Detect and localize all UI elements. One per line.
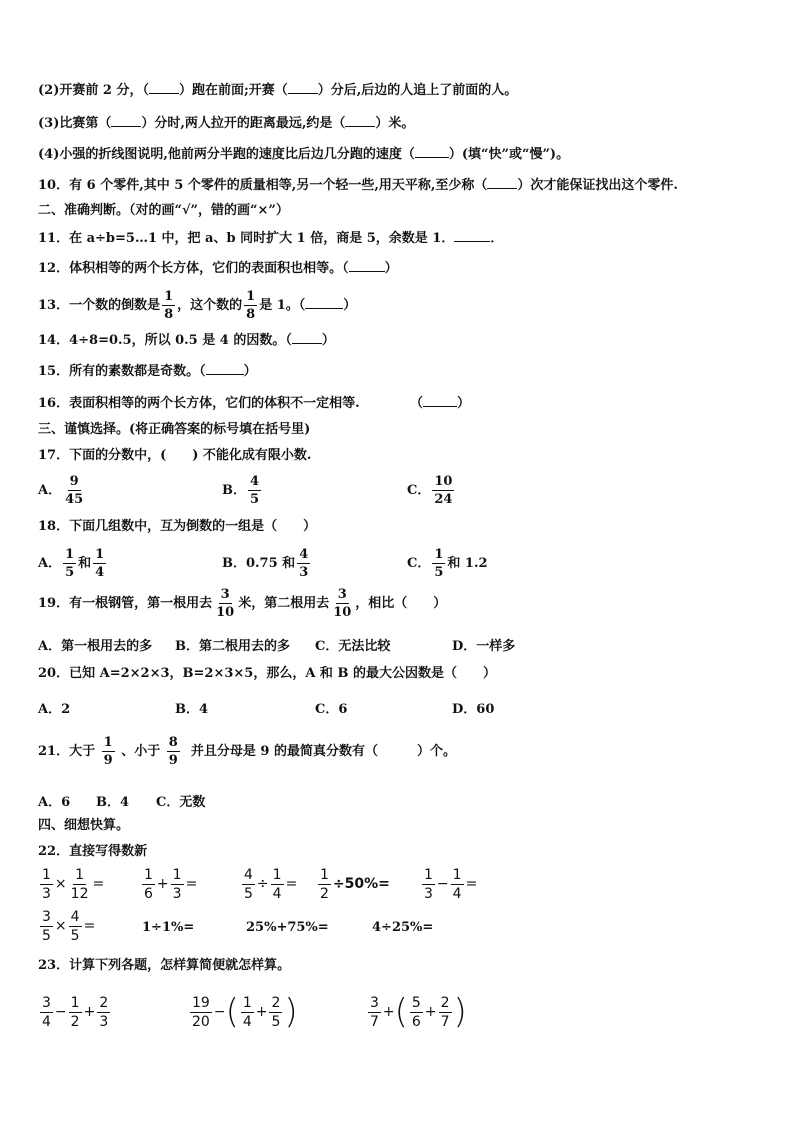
option-b[interactable]: B．0.75 和 $\frac{4}{3}$	[222, 547, 309, 580]
fraction: $\frac{2}{7}$	[440, 994, 450, 1030]
calc-expression: $\frac{4}{5}$ ÷ $\frac{1}{4}$ =	[244, 866, 298, 902]
option-b[interactable]: B．第二根用去的多	[175, 639, 290, 654]
answer-blank[interactable]	[149, 93, 179, 94]
fraction: $\frac{4}{3}$	[299, 547, 309, 580]
section-4-heading: 四、细想快算。	[38, 818, 130, 833]
fraction: $\frac{10}{24}$	[434, 474, 453, 507]
fraction: $\frac{1}{5}$	[434, 547, 444, 580]
fraction: $\frac{8}{9}$	[168, 735, 178, 768]
calc-expression: $\frac{1}{6}$ + $\frac{1}{3}$ =	[144, 866, 198, 902]
fraction: $\frac{3}{10}$	[333, 587, 352, 620]
fraction: $\frac{1}{4}$	[95, 547, 105, 580]
answer-blank[interactable]	[206, 374, 244, 375]
calc-expression: $\frac{3}{5}$ × $\frac{4}{5}$ =	[42, 908, 96, 944]
answer-blank[interactable]	[487, 188, 517, 189]
option-b[interactable]: B．4	[175, 702, 209, 717]
answer-blank[interactable]	[345, 126, 375, 127]
question-21-stem: 21．大于 $\frac{1}{9}$ 、小于 $\frac{8}{9}$ 并且分母是 9 的最简真分数有（ ）个。	[38, 735, 456, 768]
question-10: 10．有 6 个零件,其中 5 个零件的质量相等,另一个轻一些,用天平称,至少称（ ）次才能保证找出这个零件.	[38, 178, 678, 193]
question-13: 13．一个数的倒数是 $\frac{1}{8}$ ，这个数的 $\frac{1}{8}$ 是 1。（ ）	[38, 289, 357, 322]
option-d[interactable]: D．60	[452, 702, 495, 717]
question-11: 11．在 a÷b=5…1 中，把 a、b 同时扩大 1 倍，商是 5，余数是 1． ．	[38, 231, 504, 246]
option-a[interactable]: A． $\frac{9}{45}$	[38, 474, 84, 507]
answer-blank[interactable]	[423, 406, 457, 407]
fraction: $\frac{3}{10}$	[216, 587, 235, 620]
option-c[interactable]: C． $\frac{10}{24}$	[407, 474, 453, 507]
calc-expression: 4÷25%=	[372, 920, 434, 935]
calc-expression: $\frac{19}{20}$ −( $\frac{1}{4}$ + $\frac{2}{5}$ )	[192, 992, 298, 1032]
fraction: $\frac{2}{3}$	[99, 994, 109, 1030]
option-c[interactable]: C．无法比较	[315, 639, 391, 654]
option-a[interactable]: A．2	[38, 702, 71, 717]
fraction: $\frac{4}{5}$	[70, 908, 80, 944]
calc-expression: 25%+75%=	[246, 920, 329, 935]
answer-blank[interactable]	[111, 126, 141, 127]
fraction: $\frac{3}{7}$	[370, 994, 379, 1030]
fraction: $\frac{1}{4}$	[272, 866, 282, 902]
fraction: $\frac{19}{20}$	[192, 994, 210, 1030]
calc-expression: 1÷1%=	[142, 920, 195, 935]
fraction: $\frac{2}{5}$	[271, 994, 281, 1030]
question-20-stem: 20．已知 A=2×2×3，B=2×3×5，那么，A 和 B 的最大公因数是（ ）	[38, 666, 496, 681]
calc-expression: $\frac{3}{7}$ +( $\frac{5}{6}$ + $\frac{2}{7}$ )	[370, 992, 467, 1032]
fraction: $\frac{3}{5}$	[42, 908, 51, 944]
fraction: $\frac{1}{4}$	[242, 994, 252, 1030]
option-b[interactable]: B． $\frac{4}{5}$	[222, 474, 260, 507]
fraction: $\frac{1}{9}$	[103, 735, 113, 768]
fraction: $\frac{9}{45}$	[65, 474, 84, 507]
answer-blank[interactable]	[288, 93, 318, 94]
calc-expression: $\frac{3}{4}$ − $\frac{1}{2}$ + $\frac{2}{3}$	[42, 994, 109, 1030]
fraction: $\frac{1}{2}$	[70, 994, 80, 1030]
question-12: 12．体积相等的两个长方体，它们的表面积也相等。（ ）	[38, 261, 398, 276]
question-14: 14．4÷8=0.5，所以 0.5 是 4 的因数。（ ）	[38, 333, 335, 348]
question-16: 16．表面积相等的两个长方体，它们的体积不一定相等.	[38, 396, 360, 411]
section-2-heading: 二、准确判断。（对的画“√”，错的画“×”）	[38, 203, 289, 218]
fraction: $\frac{1}{2}$	[320, 866, 329, 902]
option-a[interactable]: A．6	[38, 795, 71, 810]
fraction: $\frac{1}{12}$	[70, 866, 89, 902]
option-c[interactable]: C．6	[315, 702, 348, 717]
fraction: $\frac{1}{6}$	[144, 866, 153, 902]
fraction: $\frac{1}{8}$	[246, 289, 256, 322]
q9-part2: (2)开赛前 2 分，（ ）跑在前面;开赛（ ）分后,后边的人追上了前面的人。	[38, 83, 518, 98]
question-16-paren: （ ）	[410, 396, 471, 411]
q9-part3: (3)比赛第（ ）分时,两人拉开的距离最远,约是（ ）米。	[38, 116, 415, 131]
option-c[interactable]: C． $\frac{1}{5}$ 和 1.2	[407, 547, 488, 580]
fraction: $\frac{1}{8}$	[164, 289, 174, 322]
answer-blank[interactable]	[305, 308, 343, 309]
option-a[interactable]: A． $\frac{1}{5}$ 和 $\frac{1}{4}$	[38, 547, 105, 580]
section-3-heading: 三、谨慎选择。(将正确答案的标号填在括号里)	[38, 422, 311, 437]
fraction: $\frac{1}{3}$	[172, 866, 182, 902]
option-c[interactable]: C．无数	[156, 795, 206, 810]
fraction: $\frac{1}{3}$	[424, 866, 433, 902]
answer-blank[interactable]	[349, 271, 385, 272]
answer-blank[interactable]	[292, 343, 322, 344]
answer-blank[interactable]	[415, 157, 449, 158]
answer-blank[interactable]	[454, 241, 490, 242]
calc-expression: $\frac{1}{3}$ × $\frac{1}{12}$ =	[42, 866, 105, 902]
option-d[interactable]: D．一样多	[452, 639, 516, 654]
fraction: $\frac{3}{4}$	[42, 994, 51, 1030]
fraction: $\frac{4}{5}$	[244, 866, 253, 902]
q9-part4: (4)小强的折线图说明,他前两分半跑的速度比后边几分跑的速度（ ）(填“快”或“慢”)。	[38, 147, 570, 162]
fraction: $\frac{1}{5}$	[65, 547, 75, 580]
fraction: $\frac{4}{5}$	[250, 474, 260, 507]
question-23-stem: 23．计算下列各题，怎样算简便就怎样算。	[38, 958, 291, 973]
question-19-stem: 19．有一根钢管，第一根用去 $\frac{3}{10}$ 米，第二根用去 $\frac{3}{10}$ ，相比（ ）	[38, 587, 447, 620]
question-22-stem: 22．直接写得数新	[38, 844, 148, 859]
fraction: $\frac{1}{3}$	[42, 866, 51, 902]
calc-expression: $\frac{1}{3}$ − $\frac{1}{4}$ =	[424, 866, 478, 902]
question-17-stem: 17．下面的分数中，( ) 不能化成有限小数.	[38, 448, 312, 463]
fraction: $\frac{1}{4}$	[452, 866, 462, 902]
question-15: 15．所有的素数都是奇数。（ ）	[38, 364, 257, 379]
option-b[interactable]: B．4	[96, 795, 130, 810]
option-a[interactable]: A．第一根用去的多	[38, 639, 153, 654]
calc-expression: $\frac{1}{2}$ ÷50%=	[320, 866, 390, 902]
fraction: $\frac{5}{6}$	[411, 994, 421, 1030]
question-18-stem: 18．下面几组数中，互为倒数的一组是（ ）	[38, 519, 317, 534]
